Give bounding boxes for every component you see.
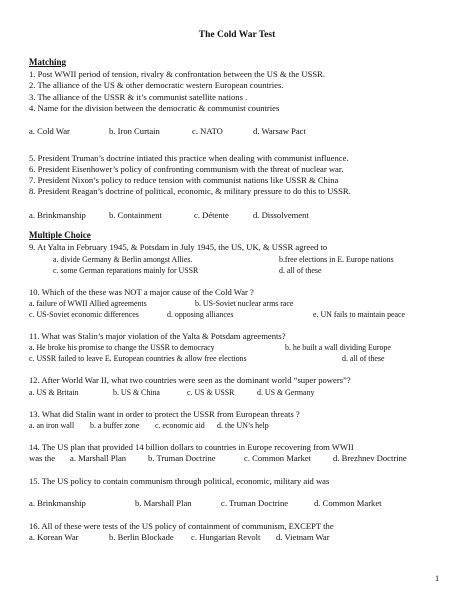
multiple-choice-heading: Multiple Choice	[29, 230, 91, 240]
q9-option-a: a. divide Germany & Berlin amongst Allies.	[53, 255, 193, 264]
q16-option-c: c. Hungarian Revolt	[191, 532, 261, 542]
q15-option-b: b. Marshall Plan	[135, 498, 192, 508]
q13-option-b: b. a buffer zone	[90, 421, 140, 430]
q14-option-a: a. Marshall Plan	[70, 453, 127, 463]
q13-option-c: c. economic aid	[155, 421, 205, 430]
q9-option-c: c. some German reparations mainly for USSR	[53, 266, 199, 275]
question-6: 6. President Eisenhower’s policy of confronting communism with the threat of nuclear war.	[29, 164, 344, 174]
choice-containment: b. Containment	[109, 210, 162, 220]
q11-option-a: a. He broke his promise to change the USSR to democracy	[29, 343, 215, 352]
q13-option-a: a. an iron wall	[29, 421, 75, 430]
q11-option-c: c. USSR failed to leave E. European countries & allow free elections	[29, 354, 247, 363]
q11-option-d: d. all of these	[342, 354, 385, 363]
choice-detente: c. Détente	[194, 210, 229, 220]
question-12: 12. After World War II, what two countries were seen as the dominant world “super powers”?	[29, 375, 351, 385]
question-7: 7. President Nixon’s policy to reduce tension with communist nations like USSR & China	[29, 175, 339, 185]
q14-option-b: b. Truman Doctrine	[148, 453, 216, 463]
q10-option-c: c. US-Soviet economic differences	[29, 310, 139, 319]
q13-option-d: d. the UN’s help	[217, 421, 269, 430]
page-title: The Cold War Test	[198, 30, 276, 40]
q10-option-e: e. UN fails to maintain peace	[313, 310, 406, 319]
page-number: 1	[435, 574, 440, 583]
q14-option-d: d. Brezhnev Doctrine	[333, 453, 407, 463]
q16-option-b: b. Berlin Blockade	[109, 532, 174, 542]
q10-option-b: b. US-Soviet nuclear arms race	[195, 299, 294, 308]
question-13: 13. What did Stalin want in order to protect the USSR from European threats ?	[29, 409, 300, 419]
question-16: 16. All of these were tests of the US policy of containment of communism, EXCEPT the	[29, 521, 334, 531]
question-10: 10. Which of the these was NOT a major cause of the Cold War ?	[29, 287, 254, 297]
q15-option-d: d. Common Market	[314, 498, 382, 508]
q12-option-c: c. US & USSR	[187, 388, 235, 397]
q12-option-b: b. US & China	[113, 388, 160, 397]
q9-option-b: b.free elections in E. Europe nations	[279, 255, 394, 264]
q14-stem-end: was the	[29, 453, 56, 463]
q12-option-d: d. US & Germany	[257, 388, 315, 397]
q16-option-d: d. Vietnam War	[276, 532, 330, 542]
q10-option-a: a. failure of WWII Allied agreements	[29, 299, 147, 308]
q11-option-b: b. he built a wall dividing Europe	[285, 343, 391, 352]
question-2: 2. The alliance of the US & other democratic western European countries.	[29, 80, 284, 90]
question-8: 8. President Reagan’s doctrine of political, economic, & military pressure to do this to USSR.	[29, 186, 351, 196]
q16-option-a: a. Korean War	[29, 532, 79, 542]
q10-option-d: d. opposing alliances	[167, 310, 234, 319]
question-4: 4. Name for the division between the democratic & communist countries	[29, 103, 280, 113]
choice-brinkmanship: a. Brinkmanship	[29, 210, 86, 220]
question-14-line1: 14. The US plan that provided 14 billion dollars to countries in Europe recovering from WWII	[29, 442, 354, 452]
choice-iron-curtain: b. Iron Curtain	[109, 126, 160, 136]
choice-cold-war: a. Cold War	[29, 126, 70, 136]
question-3: 3. The alliance of the USSR & it’s communist satellite nations .	[29, 92, 248, 102]
question-15: 15. The US policy to contain communism through political, economic, military aid was	[29, 476, 330, 486]
question-5: 5. President Truman’s doctrine intiated this practice when dealing with communist influence.	[29, 153, 349, 163]
question-9: 9. At Yalta in February 1945, & Potsdam in July 1945, the US, UK, & USSR agreed to	[29, 242, 328, 252]
choice-dissolvement: d. Dissolvement	[253, 210, 309, 220]
q15-option-a: a. Brinkmanship	[29, 498, 86, 508]
matching-heading: Matching	[29, 57, 66, 67]
choice-warsaw-pact: d. Warsaw Pact	[253, 126, 306, 136]
question-1: 1. Post WWII period of tension, rivalry & confrontation between the US & the USSR.	[29, 69, 326, 79]
choice-nato: c. NATO	[192, 126, 223, 136]
q14-option-c: c. Common Market	[244, 453, 312, 463]
q12-option-a: a. US & Britain	[29, 388, 79, 397]
question-11: 11. What was Stalin’s major violation of the Yalta & Potsdam agreements?	[29, 331, 286, 341]
q15-option-c: c. Truman Doctrine	[221, 498, 289, 508]
q9-option-d: d. all of these	[279, 266, 322, 275]
